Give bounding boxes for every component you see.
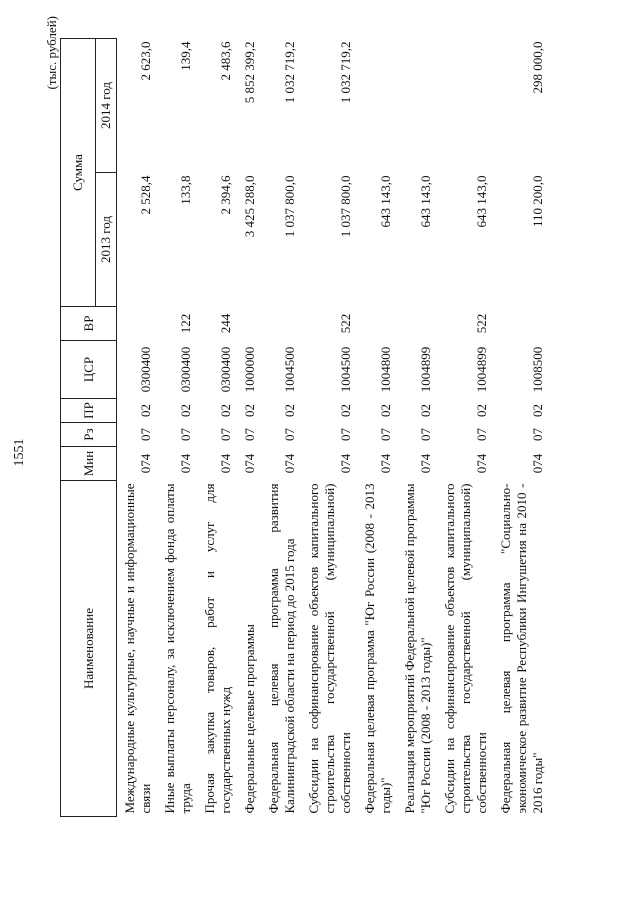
row-name: Федеральная целевая программа развития Калининградской области на период до 2015 года <box>266 483 297 814</box>
header-name: Наименование <box>61 481 117 817</box>
row-pr: 02 <box>378 404 393 417</box>
row-vr: 522 <box>474 313 489 334</box>
row-sum-2013: 3 425 288,0 <box>242 175 257 238</box>
row-sum-2013: 133,8 <box>178 175 193 205</box>
row-min: 074 <box>530 453 545 474</box>
row-pr: 02 <box>338 404 353 417</box>
row-vr <box>117 307 158 341</box>
row-min: 074 <box>338 453 353 474</box>
row-sum-2014: 298 000,0 <box>530 41 545 94</box>
table-row <box>197 39 237 817</box>
table-row <box>301 39 357 817</box>
page-number: 1551 <box>12 438 27 467</box>
row-sum-2014: 5 852 399,2 <box>242 41 257 104</box>
row-pr: 02 <box>282 404 297 417</box>
row-sum-2014 <box>397 39 437 173</box>
row-rz: 07 <box>218 428 233 441</box>
row-vr <box>237 307 261 341</box>
row-min: 074 <box>378 453 393 474</box>
row-pr: 02 <box>138 404 153 417</box>
row-name: Субсидии на софинансирование объектов капитального строительства государственной (муниципальной) собственности <box>306 483 353 814</box>
row-csr: 0300400 <box>218 346 233 393</box>
row-vr: 522 <box>338 313 353 334</box>
row-min: 074 <box>138 453 153 474</box>
row-pr: 02 <box>530 404 545 417</box>
row-sum-2014: 2 483,6 <box>218 41 233 81</box>
row-vr <box>397 307 437 341</box>
row-min: 074 <box>218 453 233 474</box>
table-row <box>437 39 493 817</box>
row-vr: 122 <box>178 313 193 334</box>
table-row <box>357 39 397 817</box>
row-sum-2013: 643 143,0 <box>418 175 433 228</box>
row-rz: 07 <box>338 428 353 441</box>
row-sum-2013: 643 143,0 <box>378 175 393 228</box>
row-csr: 1004500 <box>282 346 297 393</box>
header-pr: ПР <box>61 399 117 423</box>
row-name: Иные выплаты персоналу, за исключением фонда оплаты труда <box>162 483 193 814</box>
header-row <box>61 39 96 817</box>
row-rz: 07 <box>474 428 489 441</box>
row-min: 074 <box>418 453 433 474</box>
row-sum-2014: 2 623,0 <box>138 41 153 81</box>
row-sum-2013: 110 200,0 <box>530 175 545 228</box>
row-sum-2014: 1 032 719,2 <box>338 41 353 104</box>
row-min: 074 <box>474 453 489 474</box>
row-rz: 07 <box>178 428 193 441</box>
header-2014: 2014 год <box>96 39 117 173</box>
row-name: Прочая закупка товаров, работ и услуг для государственных нужд <box>202 483 233 814</box>
row-sum-2014: 139,4 <box>178 41 193 71</box>
row-vr <box>357 307 397 341</box>
row-vr <box>261 307 301 341</box>
row-sum-2013: 643 143,0 <box>474 175 489 228</box>
row-csr: 0300400 <box>138 346 153 393</box>
header-rz: Рз <box>61 423 117 447</box>
row-pr: 02 <box>418 404 433 417</box>
row-min: 074 <box>242 453 257 474</box>
row-sum-2014 <box>357 39 397 173</box>
row-sum-2014 <box>437 39 493 173</box>
units-note: (тыс. рублей) <box>44 16 59 90</box>
row-sum-2013: 1 037 800,0 <box>282 175 297 238</box>
header-vr: ВР <box>61 307 117 341</box>
row-rz: 07 <box>530 428 545 441</box>
row-min: 074 <box>282 453 297 474</box>
row-name: Реализация мероприятий Федеральной целевой программы "Юг России (2008 - 2013 годы)" <box>402 483 433 814</box>
row-sum-2013: 1 037 800,0 <box>338 175 353 238</box>
table-row <box>157 39 197 817</box>
row-pr: 02 <box>242 404 257 417</box>
row-csr: 1004899 <box>474 346 489 393</box>
row-rz: 07 <box>378 428 393 441</box>
row-name: Федеральная целевая программа "Социально-экономическое развитие Республики Ингушетия на 2010 - 2016 годы" <box>498 483 545 814</box>
header-min: Мин <box>61 447 117 481</box>
row-vr <box>493 307 549 341</box>
row-vr: 244 <box>218 313 233 334</box>
row-pr: 02 <box>218 404 233 417</box>
row-rz: 07 <box>282 428 297 441</box>
table-row <box>237 39 261 817</box>
row-name: Международные культурные, научные и информационные связи <box>122 483 153 814</box>
budget-table <box>60 38 549 817</box>
header-2013: 2013 год <box>96 173 117 307</box>
table-row <box>117 39 158 817</box>
row-csr: 0300400 <box>178 346 193 393</box>
row-sum-2013: 2 528,4 <box>138 175 153 215</box>
row-csr: 1004899 <box>418 346 433 393</box>
table-row <box>493 39 549 817</box>
row-rz: 07 <box>138 428 153 441</box>
row-name: Федеральная целевая программа "Юг России (2008 - 2013 годы)" <box>362 483 393 814</box>
row-csr: 1004500 <box>338 346 353 393</box>
row-csr: 1004800 <box>378 346 393 393</box>
table-row <box>397 39 437 817</box>
table-body <box>117 39 550 817</box>
row-rz: 07 <box>418 428 433 441</box>
row-min: 074 <box>178 453 193 474</box>
row-sum-2013: 2 394,6 <box>218 175 233 215</box>
header-sum: Сумма <box>61 39 96 307</box>
row-name: Федеральные целевые программы <box>242 624 257 814</box>
row-name: Субсидии на софинансирование объектов капитального строительства государственной (муниципальной) собственности <box>442 483 489 814</box>
table-row <box>261 39 301 817</box>
row-csr: 1008500 <box>530 346 545 393</box>
row-pr: 02 <box>474 404 489 417</box>
row-rz: 07 <box>242 428 257 441</box>
header-csr: ЦСР <box>61 341 117 399</box>
row-csr: 1000000 <box>242 346 257 393</box>
row-pr: 02 <box>178 404 193 417</box>
row-sum-2014: 1 032 719,2 <box>282 41 297 104</box>
